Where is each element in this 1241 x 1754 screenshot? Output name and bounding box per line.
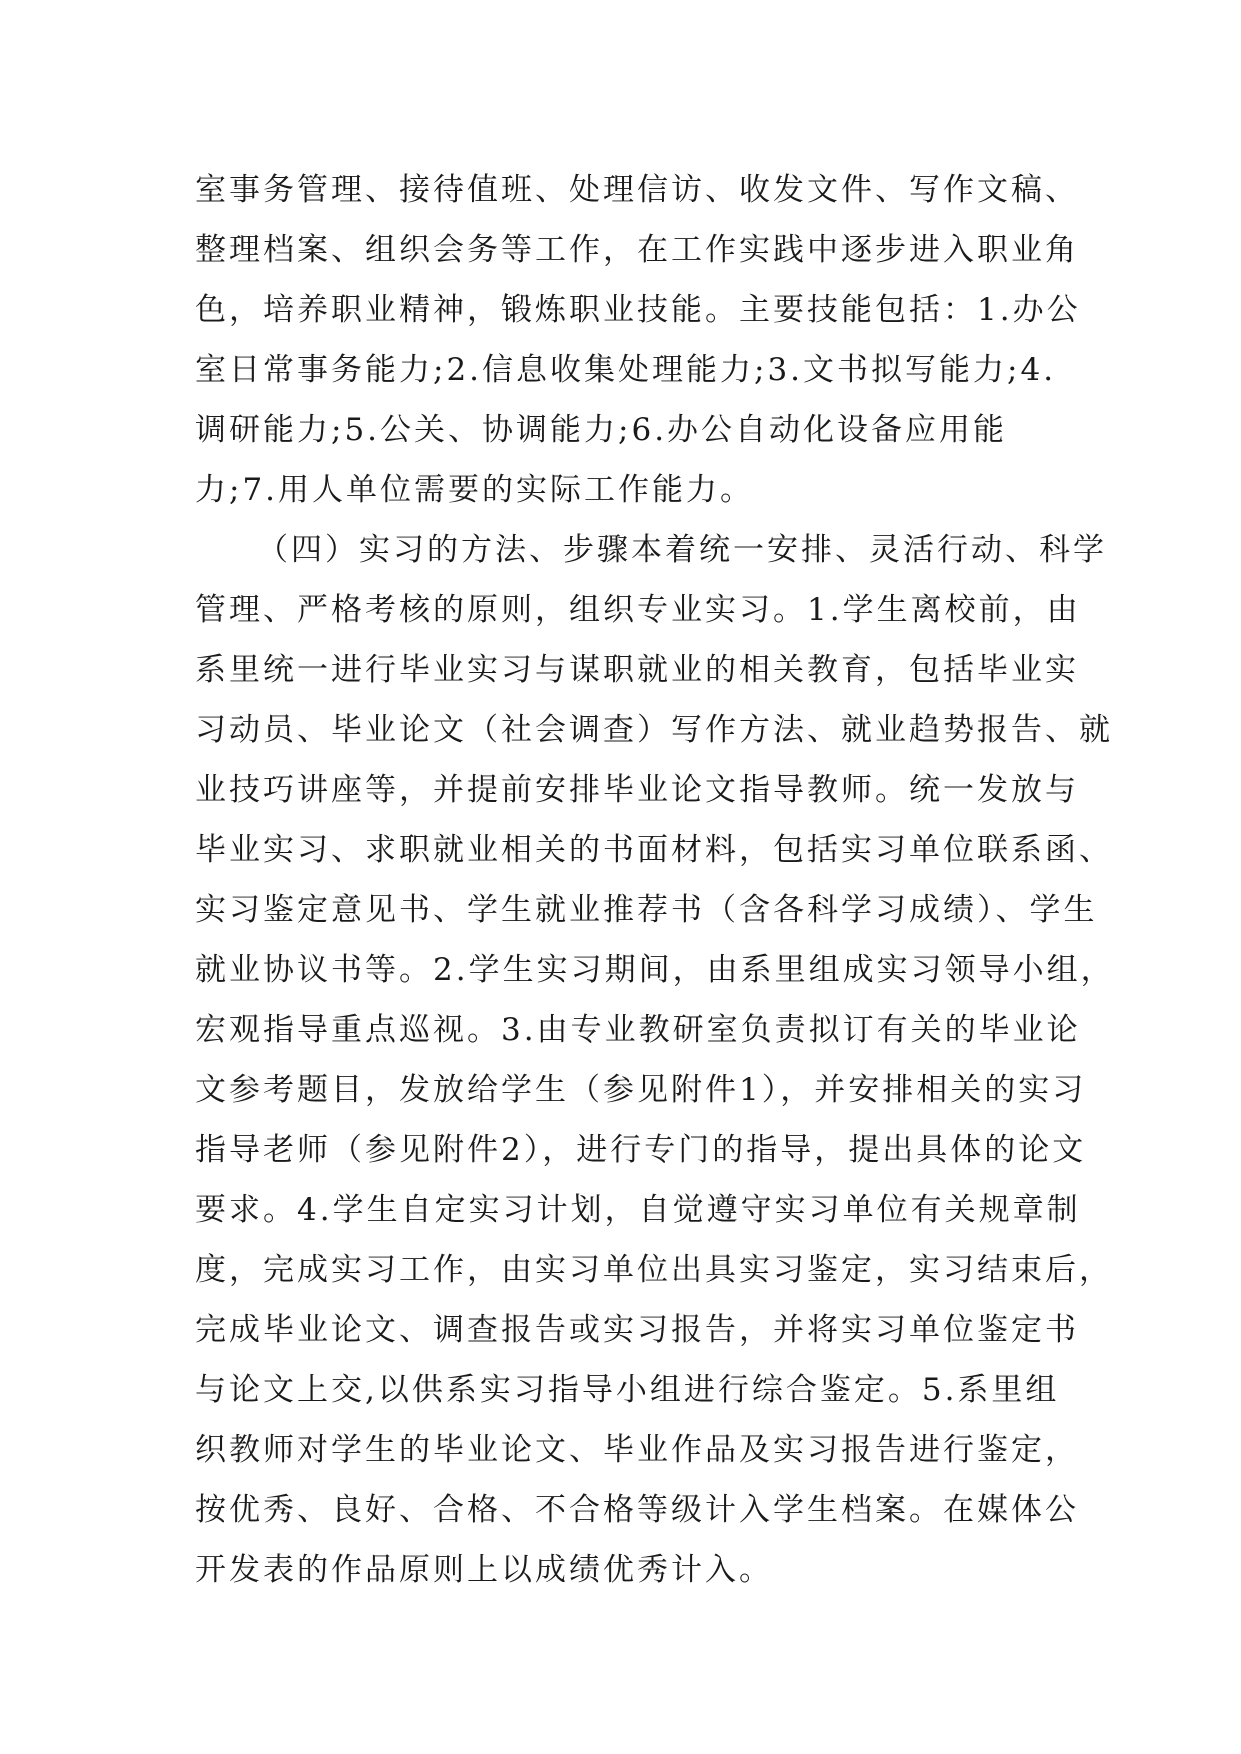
text-line: 就业协议书等。2.学生实习期间，由系里组成实习领导小组， (195, 952, 1115, 988)
text-line: 指导老师（参见附件2），进行专门的指导，提出具体的论文 (195, 1132, 1087, 1168)
text-line: 色，培养职业精神，锻炼职业技能。主要技能包括：1.办公 (195, 292, 1081, 328)
text-line: 调研能力;5.公关、协调能力;6.办公自动化设备应用能 (195, 412, 1008, 448)
text-line: 力;7.用人单位需要的实际工作能力。 (195, 472, 755, 508)
text-line: 开发表的作品原则上以成绩优秀计入。 (195, 1552, 773, 1588)
text-line: 文参考题目，发放给学生（参见附件1），并安排相关的实习 (195, 1072, 1087, 1108)
text-line: 室事务管理、接待值班、处理信访、收发文件、写作文稿、 (195, 172, 1079, 208)
text-line: 习动员、毕业论文（社会调查）写作方法、就业趋势报告、就 (195, 712, 1113, 748)
text-line: 管理、严格考核的原则，组织专业实习。1.学生离校前，由 (195, 592, 1081, 628)
text-line: 织教师对学生的毕业论文、毕业作品及实习报告进行鉴定， (195, 1432, 1079, 1468)
text-line: 与论文上交,以供系实习指导小组进行综合鉴定。5.系里组 (195, 1372, 1060, 1408)
text-line: 系里统一进行毕业实习与谋职就业的相关教育，包括毕业实 (195, 652, 1079, 688)
text-line: 业技巧讲座等，并提前安排毕业论文指导教师。统一发放与 (195, 772, 1079, 808)
section-heading-line: （四）实习的方法、步骤本着统一安排、灵活行动、科学 (257, 532, 1107, 568)
text-line: 要求。4.学生自定实习计划，自觉遵守实习单位有关规章制 (195, 1192, 1081, 1228)
text-line: 按优秀、良好、合格、不合格等级计入学生档案。在媒体公 (195, 1492, 1079, 1528)
text-line: 度，完成实习工作，由实习单位出具实习鉴定，实习结束后， (195, 1252, 1113, 1288)
text-line: 实习鉴定意见书、学生就业推荐书（含各科学习成绩）、学生 (195, 892, 1098, 928)
text-line: 毕业实习、求职就业相关的书面材料，包括实习单位联系函、 (195, 832, 1113, 868)
document-body (195, 160, 1115, 1600)
text-line: 整理档案、组织会务等工作，在工作实践中逐步进入职业角 (195, 232, 1079, 268)
text-line: 室日常事务能力;2.信息收集处理能力;3.文书拟写能力;4. (195, 352, 1057, 388)
text-line: 完成毕业论文、调查报告或实习报告，并将实习单位鉴定书 (195, 1312, 1079, 1348)
text-line: 宏观指导重点巡视。3.由专业教研室负责拟订有关的毕业论 (195, 1012, 1081, 1048)
